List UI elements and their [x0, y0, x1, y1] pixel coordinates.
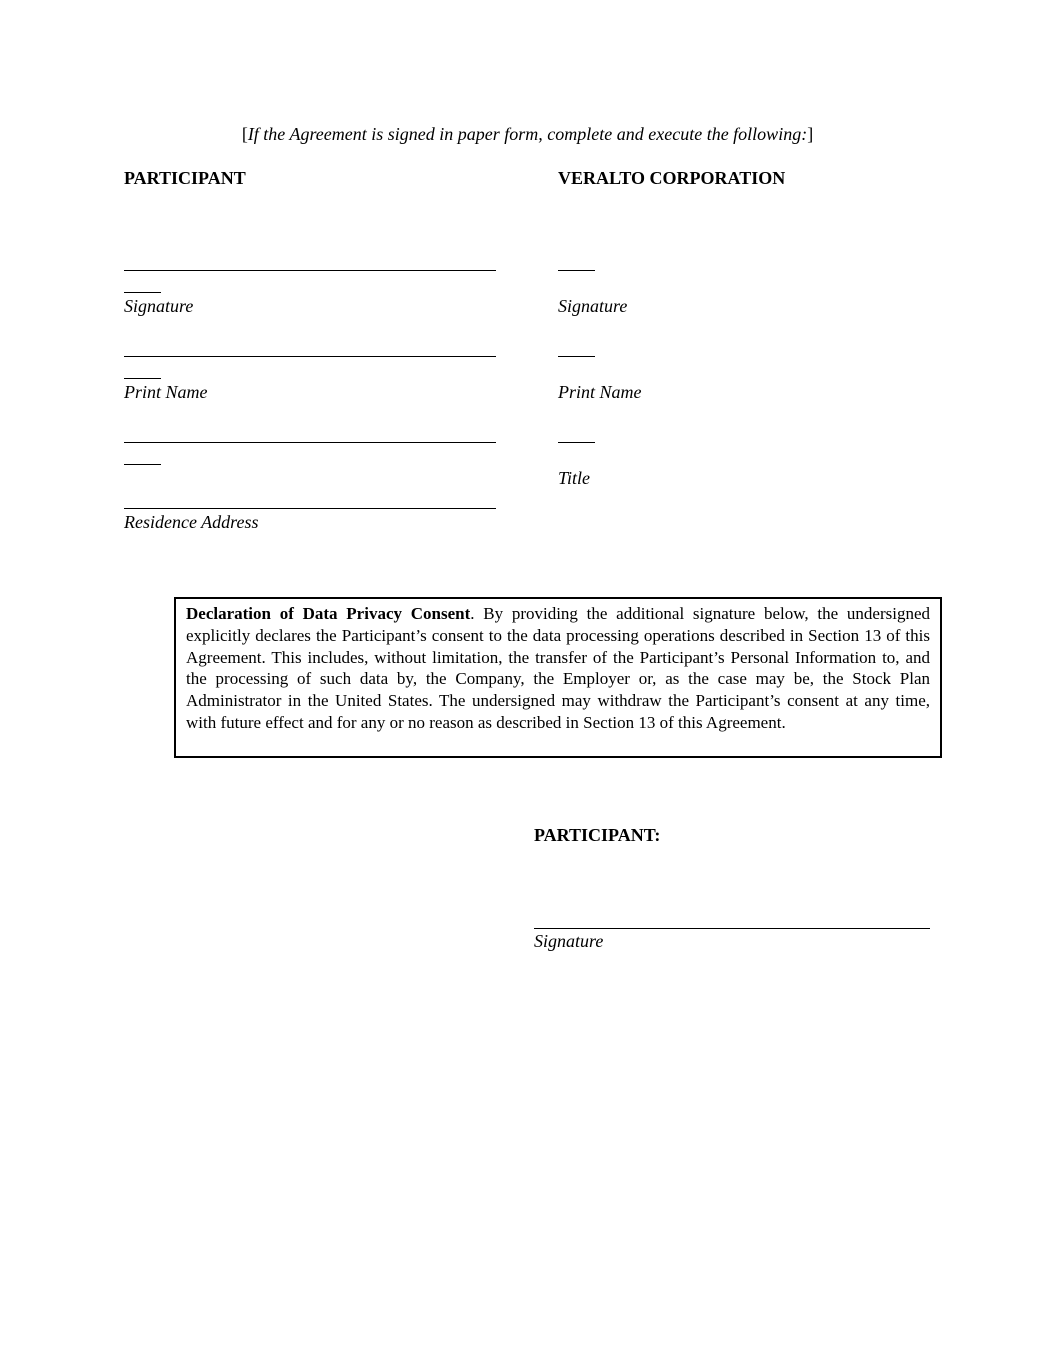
company-title-label: Title [558, 468, 591, 488]
intro-text: If the Agreement is signed in paper form, complete and execute the following: [247, 124, 808, 144]
participant-signature-label: Signature [124, 296, 194, 316]
consent-signature-line[interactable] [534, 928, 930, 929]
data-privacy-consent-box [174, 597, 942, 758]
intro-bracket-close: ] [807, 124, 814, 144]
participant-residence-label: Residence Address [124, 512, 259, 532]
company-signature-label: Signature [558, 296, 628, 316]
participant-address-line-1-tail [124, 464, 161, 465]
intro-instruction [0, 124, 1055, 145]
company-title-line[interactable] [558, 442, 595, 443]
participant-print-name-label: Print Name [124, 382, 208, 402]
consent-participant-heading: PARTICIPANT: [534, 825, 661, 845]
consent-signature-label: Signature [534, 931, 604, 951]
company-heading: VERALTO CORPORATION [558, 168, 786, 188]
participant-signature-line-tail [124, 292, 161, 293]
participant-address-line-2[interactable] [124, 508, 496, 509]
participant-heading: PARTICIPANT [124, 168, 246, 188]
participant-signature-line[interactable] [124, 270, 496, 271]
company-print-name-label: Print Name [558, 382, 642, 402]
participant-print-name-line[interactable] [124, 356, 496, 357]
consent-body: . By providing the additional signature below, the undersigned explicitly declares the Participant’s consent to the data processing operations described in Section 13 of this Agreement. This includes, without limitation, the transfer of the Participant’s Personal Information to, and the processing of such data by, the Company, the Employer or, as the case may be, the Stock Plan Administrator in the United States. The undersigned may withdraw the Participant’s consent at any time, with future effect and for any or no reason as described in Section 13 of this Agreement. [186, 604, 930, 732]
participant-print-name-line-tail [124, 378, 161, 379]
consent-title: Declaration of Data Privacy Consent [186, 604, 471, 623]
intro-bracket-open: [ [241, 124, 248, 144]
participant-address-line-1[interactable] [124, 442, 496, 443]
company-print-name-line[interactable] [558, 356, 595, 357]
company-signature-line[interactable] [558, 270, 595, 271]
